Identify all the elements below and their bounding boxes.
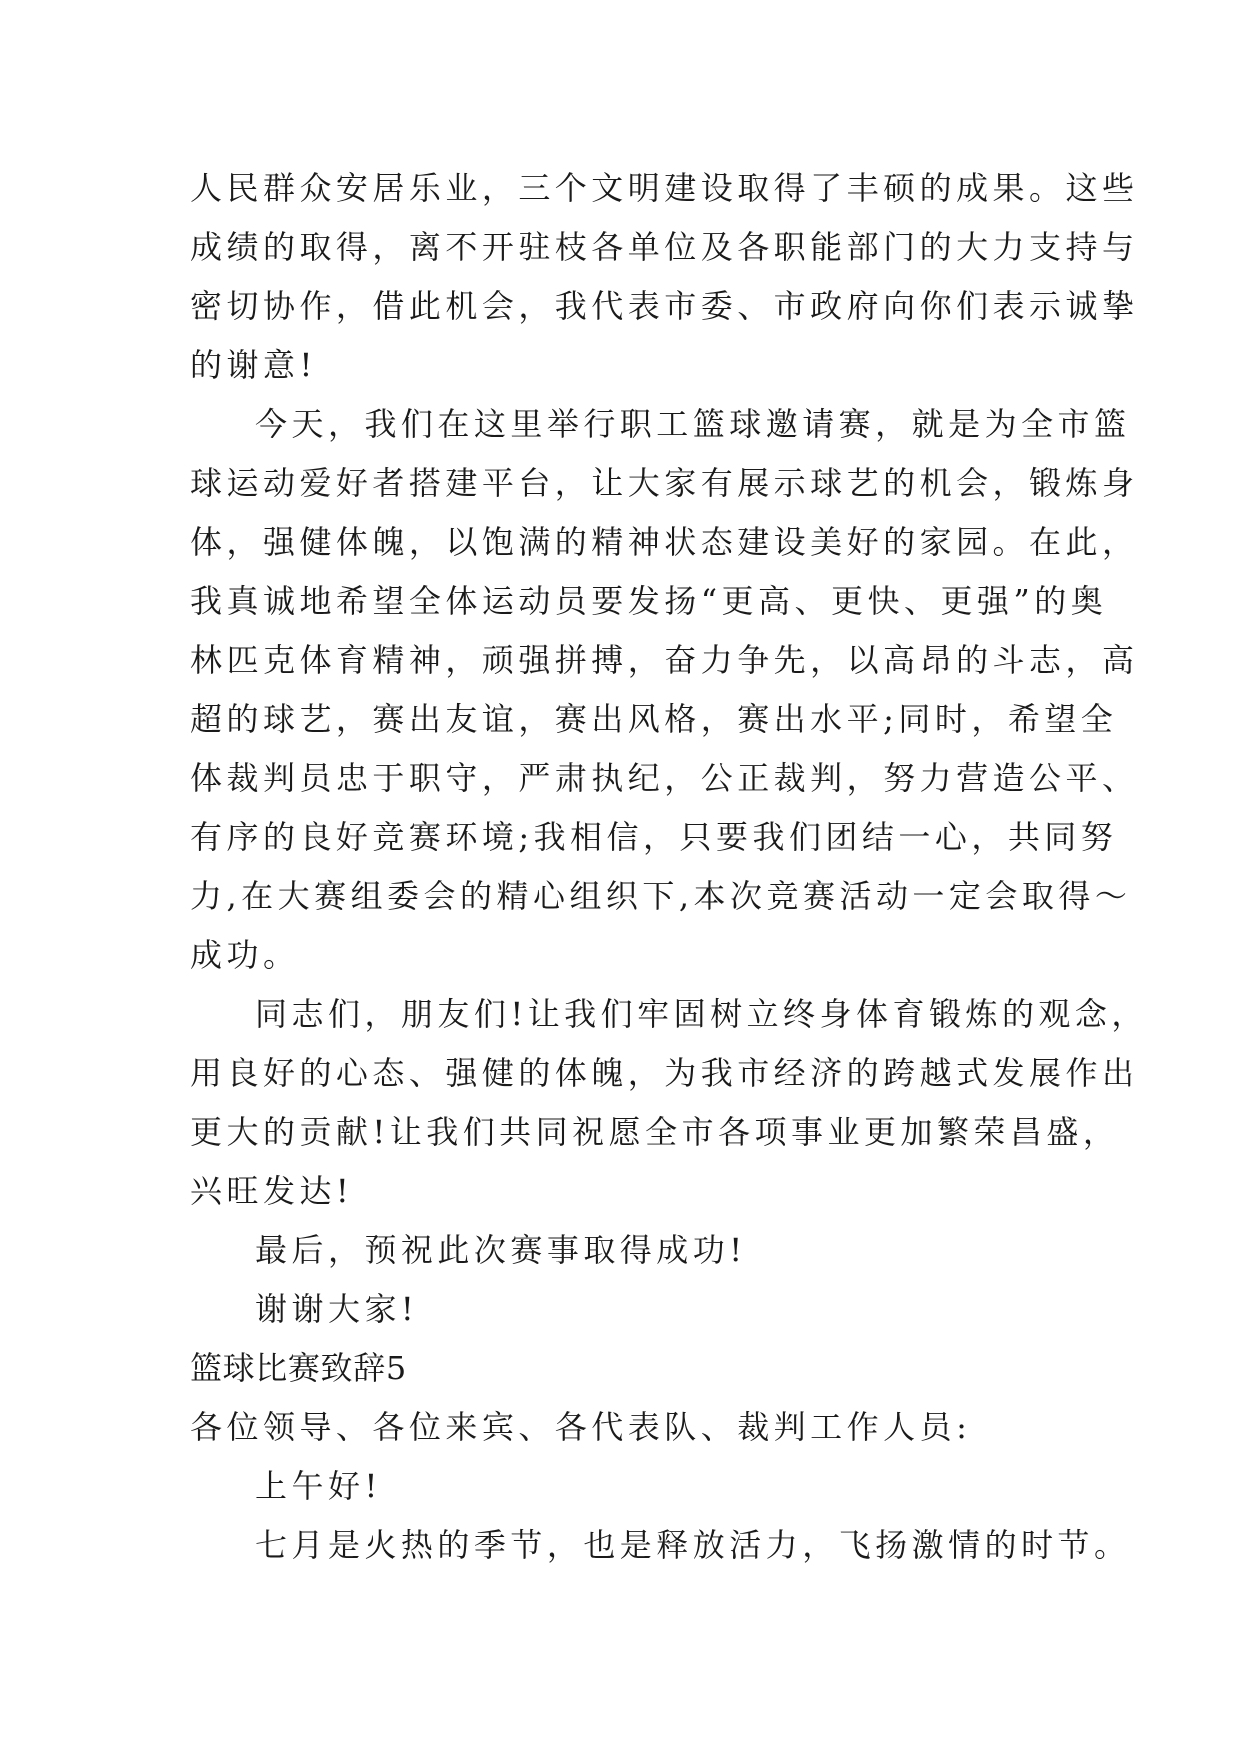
paragraph-first-line: 谢谢大家!: [255, 1290, 419, 1328]
text-line: 有序的良好竞赛环境;我相信，只要我们团结一心，共同努: [190, 818, 1118, 856]
paragraph-first-line: 今天，我们在这里举行职工篮球邀请赛，就是为全市篮: [255, 405, 1131, 443]
text-line: 的谢意!: [190, 346, 317, 384]
section-heading: 篮球比赛致辞5: [190, 1349, 407, 1387]
text-line: 力,在大赛组委会的精心组织下,本次竞赛活动一定会取得～: [190, 877, 1132, 915]
text-line: 更大的贡献!让我们共同祝愿全市各项事业更加繁荣昌盛，: [190, 1113, 1120, 1151]
text-line: 用良好的心态、强健的体魄，为我市经济的跨越式发展作出: [190, 1054, 1139, 1092]
text-line: 成绩的取得，离不开驻枝各单位及各职能部门的大力支持与: [190, 228, 1139, 266]
paragraph-first-line: 七月是火热的季节，也是释放活力，飞扬激情的时节。: [255, 1526, 1131, 1564]
text-line: 林匹克体育精神，顽强拼搏，奋力争先，以高昂的斗志，高: [190, 641, 1139, 679]
text-line: 密切协作，借此机会，我代表市委、市政府向你们表示诚挚: [190, 287, 1139, 325]
text-line: 超的球艺，赛出友谊，赛出风格，赛出水平;同时，希望全: [190, 700, 1118, 738]
text-line: 成功。: [190, 936, 300, 974]
text-line: 我真诚地希望全体运动员要发扬“更高、更快、更强”的奥: [190, 582, 1108, 620]
greeting-line: 上午好!: [255, 1467, 382, 1505]
text-line: 体裁判员忠于职守，严肃执纪，公正裁判，努力营造公平、: [190, 759, 1139, 797]
paragraph-first-line: 最后，预祝此次赛事取得成功!: [255, 1231, 747, 1269]
salutation-line: 各位领导、各位来宾、各代表队、裁判工作人员:: [190, 1408, 972, 1446]
text-line: 球运动爱好者搭建平台，让大家有展示球艺的机会，锻炼身: [190, 464, 1139, 502]
text-line: 人民群众安居乐业，三个文明建设取得了丰硕的成果。这些: [190, 169, 1139, 207]
text-line: 兴旺发达!: [190, 1172, 354, 1210]
text-line: 体，强健体魄，以饱满的精神状态建设美好的家园。在此，: [190, 523, 1139, 561]
paragraph-first-line: 同志们，朋友们!让我们牢固树立终身体育锻炼的观念，: [255, 995, 1148, 1033]
